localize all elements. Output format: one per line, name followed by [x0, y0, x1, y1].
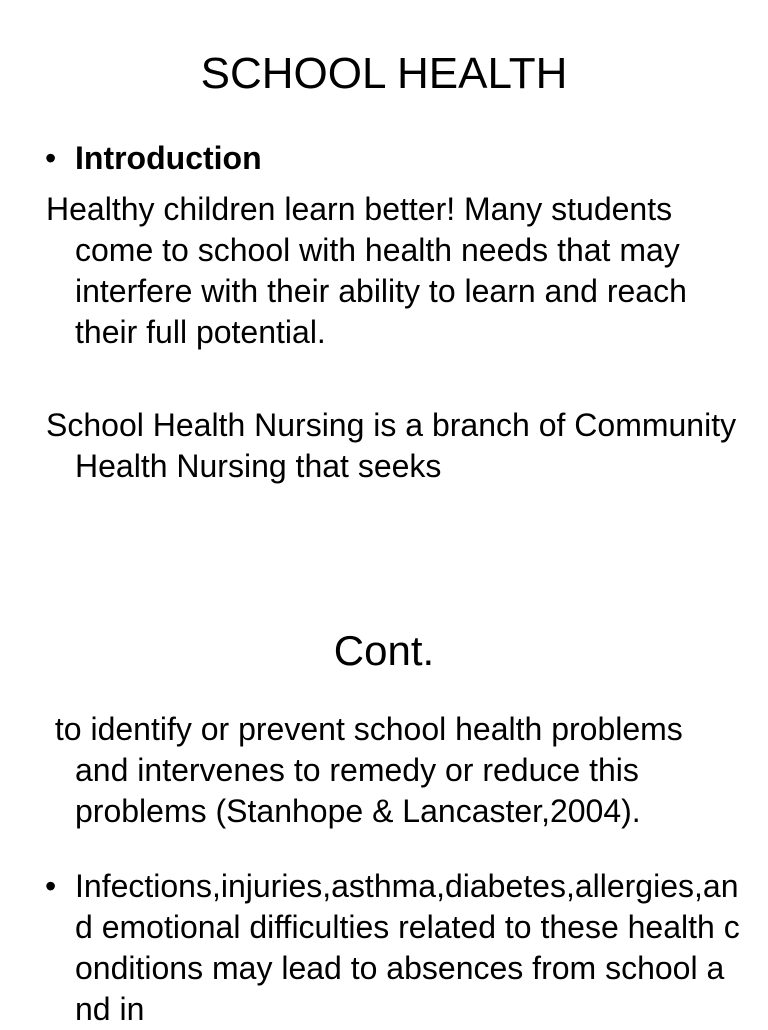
paragraph-text: Healthy children learn better! Many students come to school with health needs that may interfere with their ability to learn and reach their full potential.: [46, 191, 687, 350]
bullet-icon: •: [45, 140, 57, 176]
slide-2: [0, 512, 768, 1027]
bullet-icon: •: [45, 868, 57, 904]
bullet-item: [0, 138, 740, 179]
paragraph: [0, 405, 768, 487]
intro-bullet: [0, 138, 768, 179]
bullet-item: [0, 866, 740, 1030]
paragraph-text: to identify or prevent school health problems and intervenes to remedy or reduce this problems (Stanhope & Lancaster,2004).: [46, 711, 692, 829]
slide-1: [0, 0, 768, 512]
paragraph-text: School Health Nursing is a branch of Community Health Nursing that seeks: [46, 407, 737, 484]
bullet-list: [0, 866, 768, 1030]
paragraph: [0, 709, 768, 832]
slide-title: Cont.: [333, 627, 435, 674]
paragraph: [0, 189, 768, 353]
section-heading: Introduction: [75, 140, 262, 176]
bullet-text: Infections,injuries,asthma,diabetes,allergies,and emotional difficulties related to these health conditions may lead to absences from school and in: [75, 868, 740, 1027]
slide-title: SCHOOL HEALTH: [200, 49, 568, 98]
